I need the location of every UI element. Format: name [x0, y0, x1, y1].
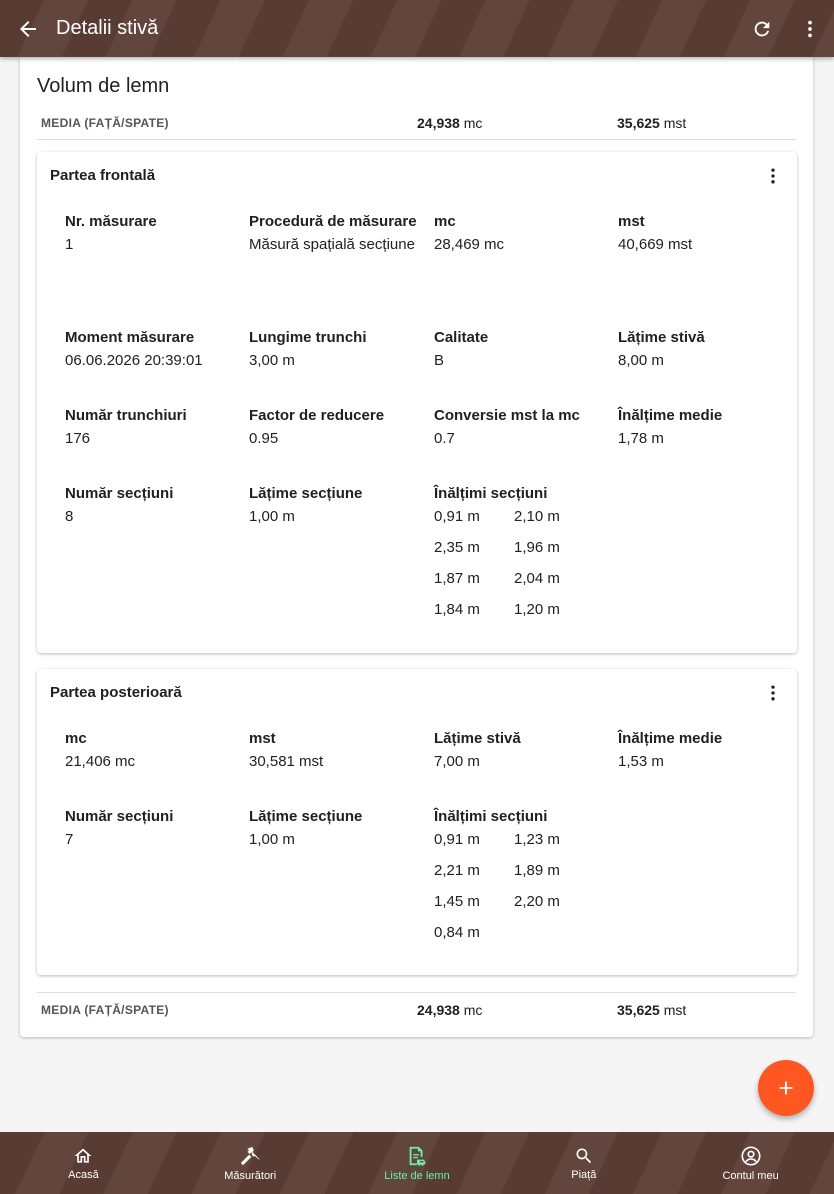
- nav-item-acasa[interactable]: Acasă: [0, 1132, 167, 1194]
- section-height: 2,20 m: [514, 893, 560, 910]
- section-height: 0,84 m: [434, 924, 480, 941]
- field-numar-sectiuni: Număr secțiuni 7: [65, 808, 174, 848]
- back-part-menu-button[interactable]: [761, 681, 785, 705]
- section-height: 1,87 m: [434, 570, 480, 587]
- field-procedura: Procedură de măsurare Măsură spațială secțiune: [249, 213, 417, 253]
- volume-card: [20, 57, 813, 1037]
- more-vert-icon: [763, 683, 783, 703]
- field-inaltimi-sectiuni: Înălțimi secțiuni 0,91 m 2,10 m 2,35 m 1,96 m 1,87 m 2,04 m 1,84 m 1,20 m: [434, 484, 614, 620]
- media-mst: 35,625 mst: [617, 1002, 687, 1018]
- nav-item-contul-meu[interactable]: Contul meu: [667, 1132, 834, 1194]
- section-height: 0,91 m: [434, 831, 480, 848]
- field-mst: mst 30,581 mst: [249, 730, 324, 770]
- field-lungime: Lungime trunchi 3,00 m: [249, 329, 367, 369]
- nav-item-liste-de-lemn[interactable]: Liste de lemn: [334, 1132, 501, 1194]
- field-numar-trunchiuri: Număr trunchiuri 176: [65, 407, 187, 447]
- field-numar-sectiuni: Număr secțiuni 8: [65, 485, 174, 525]
- section-height: 2,10 m: [514, 508, 560, 525]
- section-height: 1,96 m: [514, 539, 560, 556]
- field-inaltimi-sectiuni: Înălțimi secțiuni 0,91 m 1,23 m 2,21 m 1,89 m 1,45 m 2,20 m 0,84 m: [434, 807, 614, 943]
- media-mc: 24,938 mc: [417, 115, 483, 131]
- section-height: 1,23 m: [514, 831, 560, 848]
- field-mc: mc 21,406 mc: [65, 730, 136, 770]
- field-latime-sectiune: Lățime secțiune 1,00 m: [249, 808, 363, 848]
- section-height: 0,91 m: [434, 508, 480, 525]
- front-part-menu-button[interactable]: [761, 164, 785, 188]
- more-vert-icon: [799, 18, 821, 40]
- card-title: Volum de lemn: [37, 75, 170, 97]
- more-menu-button[interactable]: [786, 0, 834, 57]
- field-factor-reducere: Factor de reducere 0.95: [249, 407, 385, 447]
- media-row-bottom: [37, 994, 796, 1026]
- field-nr-masurare: Nr. măsurare 1: [65, 213, 157, 253]
- field-mst: mst 40,669 mst: [618, 213, 693, 253]
- field-latime-sectiune: Lățime secțiune 1,00 m: [249, 485, 363, 525]
- add-button[interactable]: [758, 1060, 814, 1116]
- page-title: Detalii stivă: [56, 17, 159, 39]
- list-truck-icon: [406, 1145, 428, 1167]
- field-mc: mc 28,469 mc: [434, 213, 505, 253]
- plus-icon: [775, 1077, 797, 1099]
- field-conversie: Conversie mst la mc 0.7: [434, 407, 580, 447]
- front-part-card: [37, 152, 797, 653]
- field-moment: Moment măsurare 06.06.2026 20:39:01: [65, 329, 203, 369]
- search-icon: [574, 1146, 594, 1166]
- media-mst: 35,625 mst: [617, 115, 687, 131]
- back-button[interactable]: [0, 0, 56, 57]
- media-label: MEDIA (FAȚĂ/SPATE): [41, 1003, 169, 1017]
- field-inaltime-medie: Înălțime medie 1,78 m: [618, 407, 723, 447]
- divider: [37, 992, 796, 993]
- more-vert-icon: [763, 166, 783, 186]
- section-height: 1,84 m: [434, 601, 480, 618]
- nav-item-piata[interactable]: Piață: [500, 1132, 667, 1194]
- field-latime-stiva: Lățime stivă 7,00 m: [434, 730, 521, 770]
- refresh-button[interactable]: [738, 0, 786, 57]
- section-height: 1,45 m: [434, 893, 480, 910]
- field-inaltime-medie: Înălțime medie 1,53 m: [618, 730, 723, 770]
- nav-item-masuratori[interactable]: Măsurători: [167, 1132, 334, 1194]
- app-bar: [0, 0, 834, 57]
- arrow-back-icon: [16, 17, 40, 41]
- section-height: 2,21 m: [434, 862, 480, 879]
- media-mc: 24,938 mc: [417, 1002, 483, 1018]
- media-row-top: [37, 107, 796, 139]
- field-latime-stiva: Lățime stivă 8,00 m: [618, 329, 705, 369]
- hammer-icon: [239, 1145, 261, 1167]
- section-height: 1,20 m: [514, 601, 560, 618]
- media-label: MEDIA (FAȚĂ/SPATE): [41, 116, 169, 130]
- front-part-title: Partea frontală: [50, 167, 156, 184]
- refresh-icon: [751, 18, 773, 40]
- section-heights-grid: [434, 507, 614, 620]
- back-part-card: [37, 669, 797, 975]
- section-height: 2,04 m: [514, 570, 560, 587]
- divider: [37, 139, 796, 140]
- field-calitate: Calitate B: [434, 329, 489, 369]
- section-heights-grid: [434, 830, 614, 943]
- home-icon: [73, 1146, 93, 1166]
- back-part-title: Partea posterioară: [50, 684, 182, 701]
- bottom-navigation: [0, 1132, 834, 1194]
- section-height: 1,89 m: [514, 862, 560, 879]
- account-icon: [740, 1145, 762, 1167]
- section-height: 2,35 m: [434, 539, 480, 556]
